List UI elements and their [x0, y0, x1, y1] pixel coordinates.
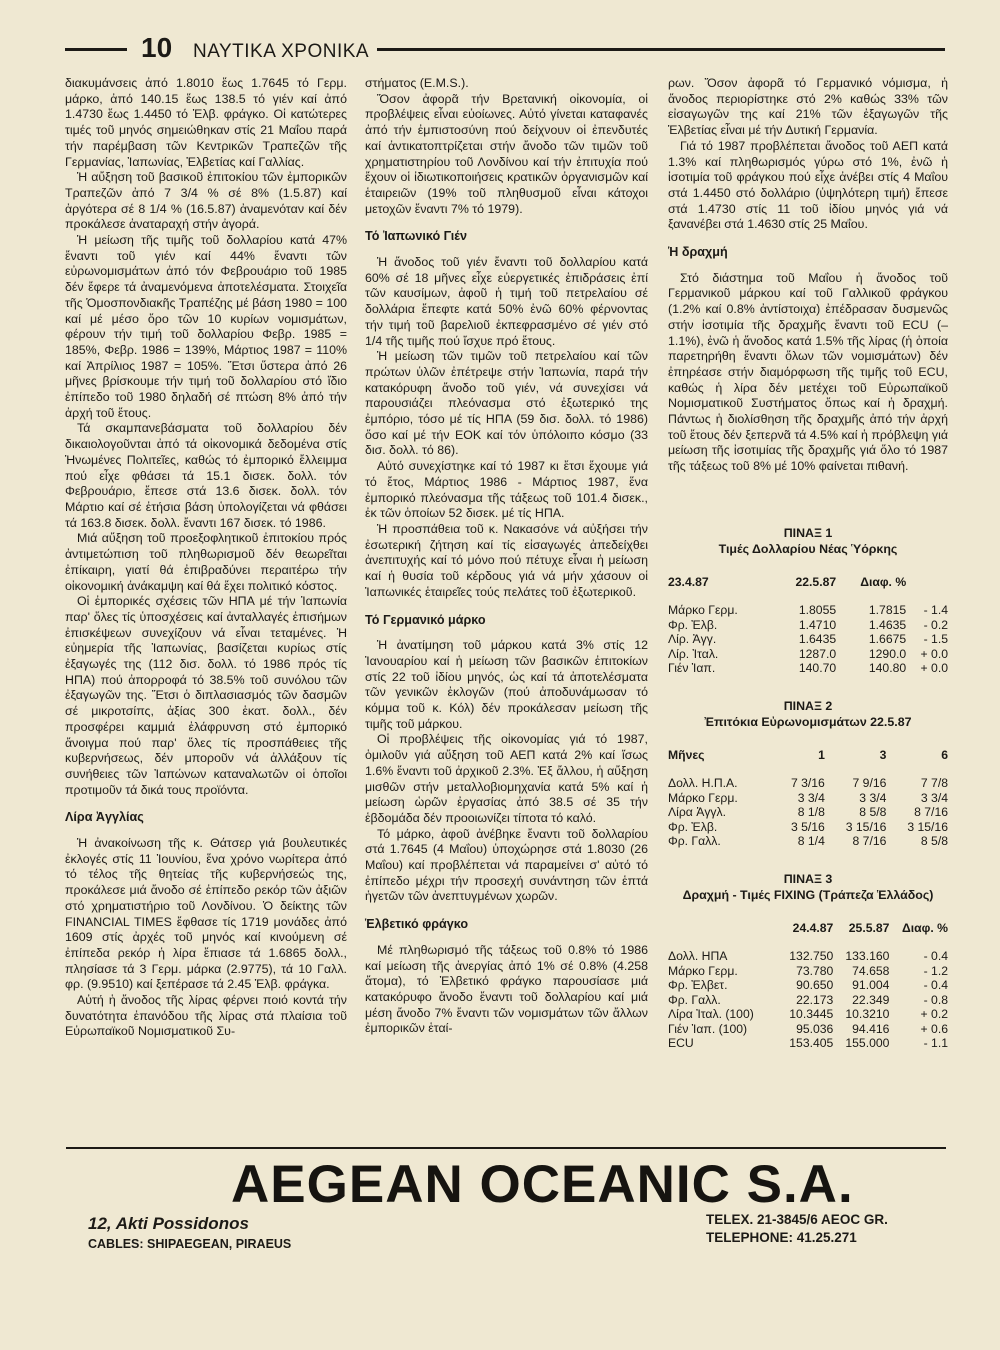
table-row: Δολλ. ΗΠΑ 132.750 133.160 - 0.4: [668, 949, 948, 964]
table-header: 25.5.87: [848, 920, 890, 935]
paragraph: Ἡ μείωση τῶν τιμῶν τοῦ πετρελαίου καί τῶν πρώτων ὑλῶν ἐπέτρεψε στήν Ἰαπωνία, παρά τήν κατακόρυφη ἄνοδο τοῦ γιέν, νά συνεχίσει νά παρουσιάζει πλεόνασμα στό ἐξωτερικό της ἐμπόριο, τόσο μέ τίς ΗΠΑ (59 δισ. δολλ. τό 1986) ὅσο καί μέ τήν ΕΟΚ καί τόν ὑπόλοιπο κόσμο (33 δισ. δολλ. τό 86).: [365, 349, 648, 458]
table-header: Διαφ. %: [902, 920, 948, 935]
section-heading-lira: Λίρα Ἀγγλίας: [65, 810, 144, 825]
page-header: [65, 32, 945, 64]
paragraph: Ἡ μείωση τῆς τιμῆς τοῦ δολλαρίου κατά 47% ἔναντι τοῦ γιέν καί 44% ἔναντι τῶν εὐρωνομισμάτων ἀπό τόν Φεβρουάριο τοῦ 1985 δέν ἔφερε τά ἀναμενόμενα ἀποτελέσματα. Στοιχεῖα τῆς Ὁμοσπονδιακῆς Τραπέζης μέ βάση 1980 = 100 καί μέ μέσο ὅρο τῶν 10 κυρίων νομισμάτων, φέρουν τήν τιμή τοῦ δολλαρίου Φεβρ. 1985 = 185%, Φεβρ. 1986 = 139%, Μάρτιος 1987 = 110% καί Ἀπρίλιος 1987 = 105%. Ἔτσι ὕστερα ἀπό 26 μῆνες βρίσκουμε τήν τιμή τοῦ δολλαρίου στό ἴδιο ἐπίπεδο τοῦ 1980 δηλαδή σέ πτώση 8% ἀπό τήν ἀρχή τοῦ ἔτους.: [65, 233, 347, 420]
paragraph: Τά σκαμπανεβάσματα τοῦ δολλαρίου δέν δικαιολογοῦνται ἀπό τά οἰκονομικά δεδομένα στίς Ἡνωμένες Πολιτεῖες, καθώς τό ἐμπορικό ἔλλειμμα πού εἶχε φθάσει τά 15.1 δισεκ. δολλ. τόν Φεβρουάριο, ἔπεσε στά 13.6 δισεκ. δολλ. τόν Μάρτιο καί σέ ἐτήσια βάση ὑπολογίζεται νά φθάσει τά 163.8 δισεκ. δολλ. ἔναντι 167 δισεκ. τό 1986.: [65, 421, 347, 530]
advert-cables: CABLES: SHIPAEGEAN, PIRAEUS: [88, 1237, 292, 1251]
paragraph: Γιά τό 1987 προβλέπεται ἄνοδος τοῦ ΑΕΠ κατά 1.3% καί πληθωρισμός γύρω στό 1%, ἐνῶ ἡ ἰσοτιμία τοῦ φράγκου πού εἶχε ἀνέβει στίς 4 Μαΐου στά 1.4450 στό δολλάριο (ὑψηλότερη τιμή) ἔπεσε στά 1.4730 στίς 11 τοῦ ἰδίου μηνός γιά νά ξανανέβει στά 1.4630 στίς 25 Μαΐου.: [668, 138, 948, 232]
table2-subtitle: Ἐπιτόκια Εὐρωνομισμάτων 22.5.87: [704, 714, 912, 729]
paragraph: Ἡ ἄνοδος τοῦ γιέν ἔναντι τοῦ δολλαρίου κατά 60% σέ 18 μῆνες εἶχε εὐεργετικές ἐπιδράσεις ἐπί τῶν καυσίμων, ἀφοῦ ἡ τιμή τοῦ πετρελαίου σέ δολλάρια ἔπεφτε κατά 50% ἐνῶ 60% φέρνοντας τήν τιμή τοῦ βαρελιοῦ ἐκπεφρασμένο σέ γιέν στό 1/4 τῆς τιμῆς πού ἴσχυε πρό ἔτους.: [365, 255, 648, 348]
table-row: Λίρα Ἀγγλ. 8 1/8 8 5/8 8 7/16: [668, 805, 948, 820]
table-row: Γιέν Ἰαπ. (100) 95.036 94.416 + 0.6: [668, 1021, 948, 1036]
table-row: Λίρ. Ἀγγ. 1.6435 1.6675 - 1.5: [668, 632, 948, 647]
table-row: Φρ. Γαλλ. 22.173 22.349 - 0.8: [668, 992, 948, 1007]
section-heading-yen: Τό Ἰαπωνικό Γιέν: [365, 229, 467, 244]
paragraph: Αὐτό συνεχίστηκε καί τό 1987 κι ἔτσι ἔχουμε γιά τό ἔτος, Μάρτιος 1986 - Μάρτιος 1987, ἕνα ἐμπορικό πλεόνασμα τῆς τάξεως τοῦ 101.4 δισεκ., ἐκ τῶν ὁποίων 52 δισεκ. μέ τίς ΗΠΑ.: [365, 459, 648, 521]
table-row: Φρ. Ἐλβετ. 90.650 91.004 - 0.4: [668, 978, 948, 993]
table1-title: ΠΙΝΑΞ 1: [783, 525, 833, 540]
paragraph: Μέ πληθωρισμό τῆς τάξεως τοῦ 0.8% τό 1986 καί μείωση τῆς ἀνεργίας ἀπό 1% σέ 0.8% (4.258 ἄτομα), τό Ἑλβετικό φράγκο παρουσίασε μιά κατακόρυφο ἄνοδο ἔναντι τοῦ δολλαρίου καί μιά μέση ἄνοδο 7% ἔναντι τῶν νομισμάτων τῶν ἄλλων ἐμπορικῶν ἑταί-: [365, 942, 648, 1036]
paragraph: στήματος (E.M.S.).: [365, 76, 469, 90]
paragraph: Ἡ ἀνακοίνωση τῆς κ. Θάτσερ γιά βουλευτικές ἐκλογές στίς 11 Ἰουνίου, ἕνα χρόνο νωρίτερα ἀπό τό τέλος τῆς θητείας τῆς κυβερνήσεώς της, προκάλεσε μιά ἄνοδο σέ ἐπίπεδο ρεκόρ τῶν ἀξιῶν στό χρηματιστήριο τοῦ Λονδίνου. Ὁ δείκτης τῶν FINANCIAL TIMES ἔφθασε τίς 1719 μονάδες ἀπό 1609 στίς ἀρχές τοῦ μηνός καί κινούμενη σέ ἐπίπεδα ρεκόρ ἡ λίρα ἔπιασε τά 1.6865 δολλ., πλησίασε τά 3 Γερμ. μάρκα (2.9775), τά 10 Γαλλ. φρ. (9.9510) καί ξεπέρασε τά 2.45 Ἑλβ. φράγκα.: [65, 836, 347, 992]
column-1: [65, 76, 347, 1040]
section-heading-swiss-franc: Ἑλβετικό φράγκο: [365, 917, 469, 932]
section-heading-mark: Τό Γερμανικό μάρκο: [365, 612, 486, 627]
journal-title: ΝΑΥΤΙΚΑ ΧΡΟΝΙΚΑ: [193, 41, 370, 62]
table-row: Φρ. Ἐλβ. 3 5/16 3 15/16 3 15/16: [668, 819, 948, 834]
table-row: Μάρκο Γερμ. 1.8055 1.7815 - 1.4: [668, 603, 948, 618]
column-3: [668, 76, 948, 1051]
table-row: Δολλ. Η.Π.Α. 7 3/16 7 9/16 7 7/8: [668, 776, 948, 791]
table1-subtitle: Τιμές Δολλαρίου Νέας Ὑόρκης: [718, 541, 898, 556]
table-row: Λίρα Ἰταλ. (100) 10.3445 10.3210 + 0.2: [668, 1007, 948, 1022]
table-row: Φρ. Γαλλ. 8 1/4 8 7/16 8 5/8: [668, 834, 948, 849]
paragraph: Ὅσον ἀφορᾶ τήν Βρετανική οἰκονομία, οἱ προβλέψεις εἶναι εὐοίωνες. Αὐτό γίνεται καταφανές ἀπό τήν ἐμπιστοσύνη πού δείχνουν οἱ ἐπενδυτές καί ἀντικατοπτρίζεται στήν ἄνοδο τῶν τιμῶν τοῦ χρηματιστηρίου τοῦ Λονδίνου καί τήν ἐπιτυχία πού ἔχουν οἱ ἰδιωτικοποιήσεις κρατικῶν ὀργανισμῶν καί ἑταιρειῶν (19% τοῦ πληθυσμοῦ εἶναι κάτοχοι μετοχῶν ἔναντι 7% τό 1979).: [365, 91, 648, 216]
paragraph: Μιά αὔξηση τοῦ προεξοφλητικοῦ ἐπιτοκίου πρός ἀντιμετώπιση τοῦ πληθωρισμοῦ δέν θεωρεῖται ἐπίκαιρη, γιατί θά ἐπιβραδύνει περαιτέρω τήν οἰκονομική ἀνάκαμψη καί θά ἔχει πολιτικό κόστος.: [65, 531, 347, 593]
paragraph: Αὐτή ἡ ἄνοδος τῆς λίρας φέρνει ποιό κοντά τήν δυνατότητα ἐπανόδου τῆς λίρας στά πλαίσια τοῦ Εὐρωπαϊκοῦ Νομισματικοῦ Συ-: [65, 993, 347, 1039]
header-rule-left: [65, 48, 127, 51]
advert-telephone: TELEPHONE: 41.25.271: [706, 1230, 857, 1245]
table-header: Μῆνες: [668, 747, 705, 762]
table-header: 6: [941, 747, 948, 762]
column-2: [365, 76, 648, 1037]
table-header: 3: [879, 747, 887, 762]
paragraph: ρων. Ὅσον ἀφορᾶ τό Γερμανικό νόμισμα, ἡ ἄνοδος περιορίστηκε στό 2% καθώς 33% τῶν εἰσαγωγῶν της καί 21% τῶν ἐξαγωγῶν τῆς Ἑλβετίας εἶναι μέ τήν Δυτική Γερμανία.: [668, 76, 948, 138]
paragraph: Τό μάρκο, ἀφοῦ ἀνέβηκε ἔναντι τοῦ δολλαρίου στά 1.7645 (4 Μαΐου) ὑποχώρησε στά 1.8030 (26 Μαΐου) καί προβλέπεται νά παραμείνει σ' αὐτό τό ἐπίπεδο μέχρι τήν προσεχή συνάντηση τῶν ἑπτά ἡγετῶν τῶν ἀνεπτυγμένων χωρῶν.: [365, 826, 648, 904]
page-number: 10: [141, 32, 173, 63]
table3-subtitle: Δραχμή - Τιμές FIXING (Τράπεζα Ἑλλάδος): [682, 887, 934, 902]
table-header: 24.4.87: [792, 920, 834, 935]
table-header: Διαφ. %: [860, 574, 907, 589]
table-row: Γιέν Ἰαπ. 140.70 140.80 + 0.0: [668, 661, 948, 676]
table-eurocurrency-rates: [668, 730, 948, 849]
table-dollar-rates: [668, 557, 948, 676]
paragraph: Ἡ προσπάθεια τοῦ κ. Νακασόνε νά αὐξήσει τήν ἐσωτερική ζήτηση καί τίς εἰσαγωγές ἀπεδείχθει ἀνεπιτυχής καί τό μόνο πού πέτυχε εἶναι ἡ μείωση καί ἡ θυσία τοῦ κέρδους γιά νά μήν χάσουν οἱ Ἰαπωνικές ἑταιρεῖες τούς πελάτες τοῦ ἐξωτερικοῦ.: [365, 521, 648, 599]
section-heading-drachma: Ἡ δραχμή: [668, 245, 728, 260]
advert-company-name: AEGEAN OCEANIC S.A.: [231, 1155, 854, 1214]
advertisement: [66, 1148, 946, 1251]
paragraph: Οἱ ἐμπορικές σχέσεις τῶν ΗΠΑ μέ τήν Ἰαπωνία παρ' ὅλες τίς ὑποσχέσεις καί ἀνταλλαγές ἐπισήμων ἐπισκέψεων συνεχίζουν νά εἶναι τεταμένες. Ἡ εὐημερία τῆς Ἰαπωνίας, βασίζεται κυρίως στίς ἐξαγωγές της (112 δισ. δολλ. τό 1986 πρός τίς ΗΠΑ) πού ἀπορροφά τό 38.5% τοῦ συνόλου τῶν ἐξαγωγῶν της. Ἔτσι ὁ διπλασιασμός τῶν δασμῶν σέ μικροτσίπς, ἀξίας 300 ἑκατ. δολλ., δέν προσφέρει καμμιά ἐλάφρυνση στό ἐμπορικό ἄνοιγμα πού παρ' ὅλες τίς προσπάθειες τῆς κυβερνήσεως, δέν μποροῦν νά ἀλλάξουν τίς συνήθειες τῶν Ἰαπώνων καταναλωτῶν οἱ ὁποῖοι προτιμοῦν τά δικά τους προϊόντα.: [65, 594, 347, 797]
table-row: Μάρκο Γερμ. 73.780 74.658 - 1.2: [668, 963, 948, 978]
table-header: 22.5.87: [795, 574, 837, 589]
table-header: 23.4.87: [668, 574, 709, 589]
table-row: Λίρ. Ἰταλ. 1287.0 1290.0 + 0.0: [668, 646, 948, 661]
table-header: 1: [818, 747, 825, 762]
advert-telex: TELEX. 21-3845/6 AEOC GR.: [706, 1212, 888, 1227]
table2-title: ΠΙΝΑΞ 2: [783, 698, 833, 713]
paragraph: διακυμάνσεις ἀπό 1.8010 ἕως 1.7645 τό Γερμ. μάρκο, ἀπό 140.15 ἕως 138.5 τό γιέν καί ἀπό 1.4730 ἕως 1.4450 τό Ἑλβ. φράγκο. Οἱ κατώτερες τιμές τοῦ μηνός σημειώθηκαν στίς 21 Μαΐου παρά τήν παρέμβαση τῶν Κεντρικῶν Τραπεζῶν τῆς Γερμανίας, Ἰαπωνίας, Ἑλβετίας καί Γαλλίας.: [65, 76, 347, 169]
table-row: ECU 153.405 155.000 - 1.1: [668, 1036, 948, 1051]
table3-title: ΠΙΝΑΞ 3: [783, 871, 833, 886]
table-header: [668, 903, 777, 950]
table-drachma-fixing: [668, 903, 948, 1051]
paragraph: Στό διάστημα τοῦ Μαΐου ἡ ἄνοδος τοῦ Γερμανικοῦ μάρκου καί τοῦ Γαλλικοῦ φράγκου (1.2% καί 0.8% ἀντίστοιχα) ἐπέδρασαν δυσμενῶς στήν ἰσοτιμία τῆς δραχμῆς ἔναντι τοῦ ECU (– 1.1%), ἐνῶ ἡ ἄνοδος κατά 1.5% τῆς λίρας (ἡ ὁποία παρετηρήθη ἔναντι ὅλων τῶν νομισμάτων) δέν ἐπηρέασε στήν διαμόρφωση τῆς τιμῆς τοῦ ECU, καθώς ἡ λίρα δέν μετέχει τοῦ Εὐρωπαϊκοῦ Νομισματικοῦ Συστήματος ὅπως καί ἡ δραχμή. Πάντως ἡ διολίσθηση τῆς δραχμῆς ἀπό τήν ἀρχή τοῦ ἔτους δέν ξεπερνᾶ τά 4.5% καί ἡ πρόβλεψη γιά μείωση τῆς ἰσοτιμίας τῆς δραχμῆς γιά ὅλο τό 1987 τῆς τάξεως τοῦ 8% μέ 10% φαίνεται πιθανή.: [668, 270, 948, 474]
table-row: Μάρκο Γερμ. 3 3/4 3 3/4 3 3/4: [668, 790, 948, 805]
paragraph: Ἡ ἀνατίμηση τοῦ μάρκου κατά 3% στίς 12 Ἰανουαρίου καί ἡ μείωση τῶν βασικῶν ἐπιτοκίων στίς 22 τοῦ ἰδίου μηνός, ὡς καί τά ἀποτελέσματα τῶν γενικῶν ἐκλογῶν (πού ἀποδυνάμωσαν τό κόμμα τοῦ κ. Κόλ) δέν προκάλεσαν μείωση τῆς τιμῆς τοῦ μάρκου.: [365, 638, 648, 731]
paragraph: Ἡ αὔξηση τοῦ βασικοῦ ἐπιτοκίου τῶν ἐμπορικῶν Τραπεζῶν ἀπό 7 3/4 % σέ 8% (1.5.87) καί ἀργότερα σέ 8 1/4 % (16.5.87) ἀναμενόταν καί δέν προκάλεσε ἀναταραχή στήν ἀγορά.: [65, 170, 347, 232]
paragraph: Οἱ προβλέψεις τῆς οἰκονομίας γιά τό 1987, ὁμιλοῦν γιά αὔξηση τοῦ ΑΕΠ κατά 2% καί ἴσως 1.6% ἔναντι τοῦ ἀρχικοῦ 2.3%. Ἐξ ἄλλου, ἡ αὔξηση μισθῶν στήν μεταλλοβιομηχανία κατά 5% καί ἡ μείωση ὡρῶν ἐργασίας ἀπό 38.5 σέ 35 τήν ἑβδομάδα δέν προοιωνίζει τίποτα τό καλό.: [365, 732, 648, 825]
header-rule-right: [377, 48, 945, 51]
advert-address: 12, Akti Possidonos: [88, 1214, 249, 1233]
table-row: Φρ. Ἐλβ. 1.4710 1.4635 - 0.2: [668, 617, 948, 632]
